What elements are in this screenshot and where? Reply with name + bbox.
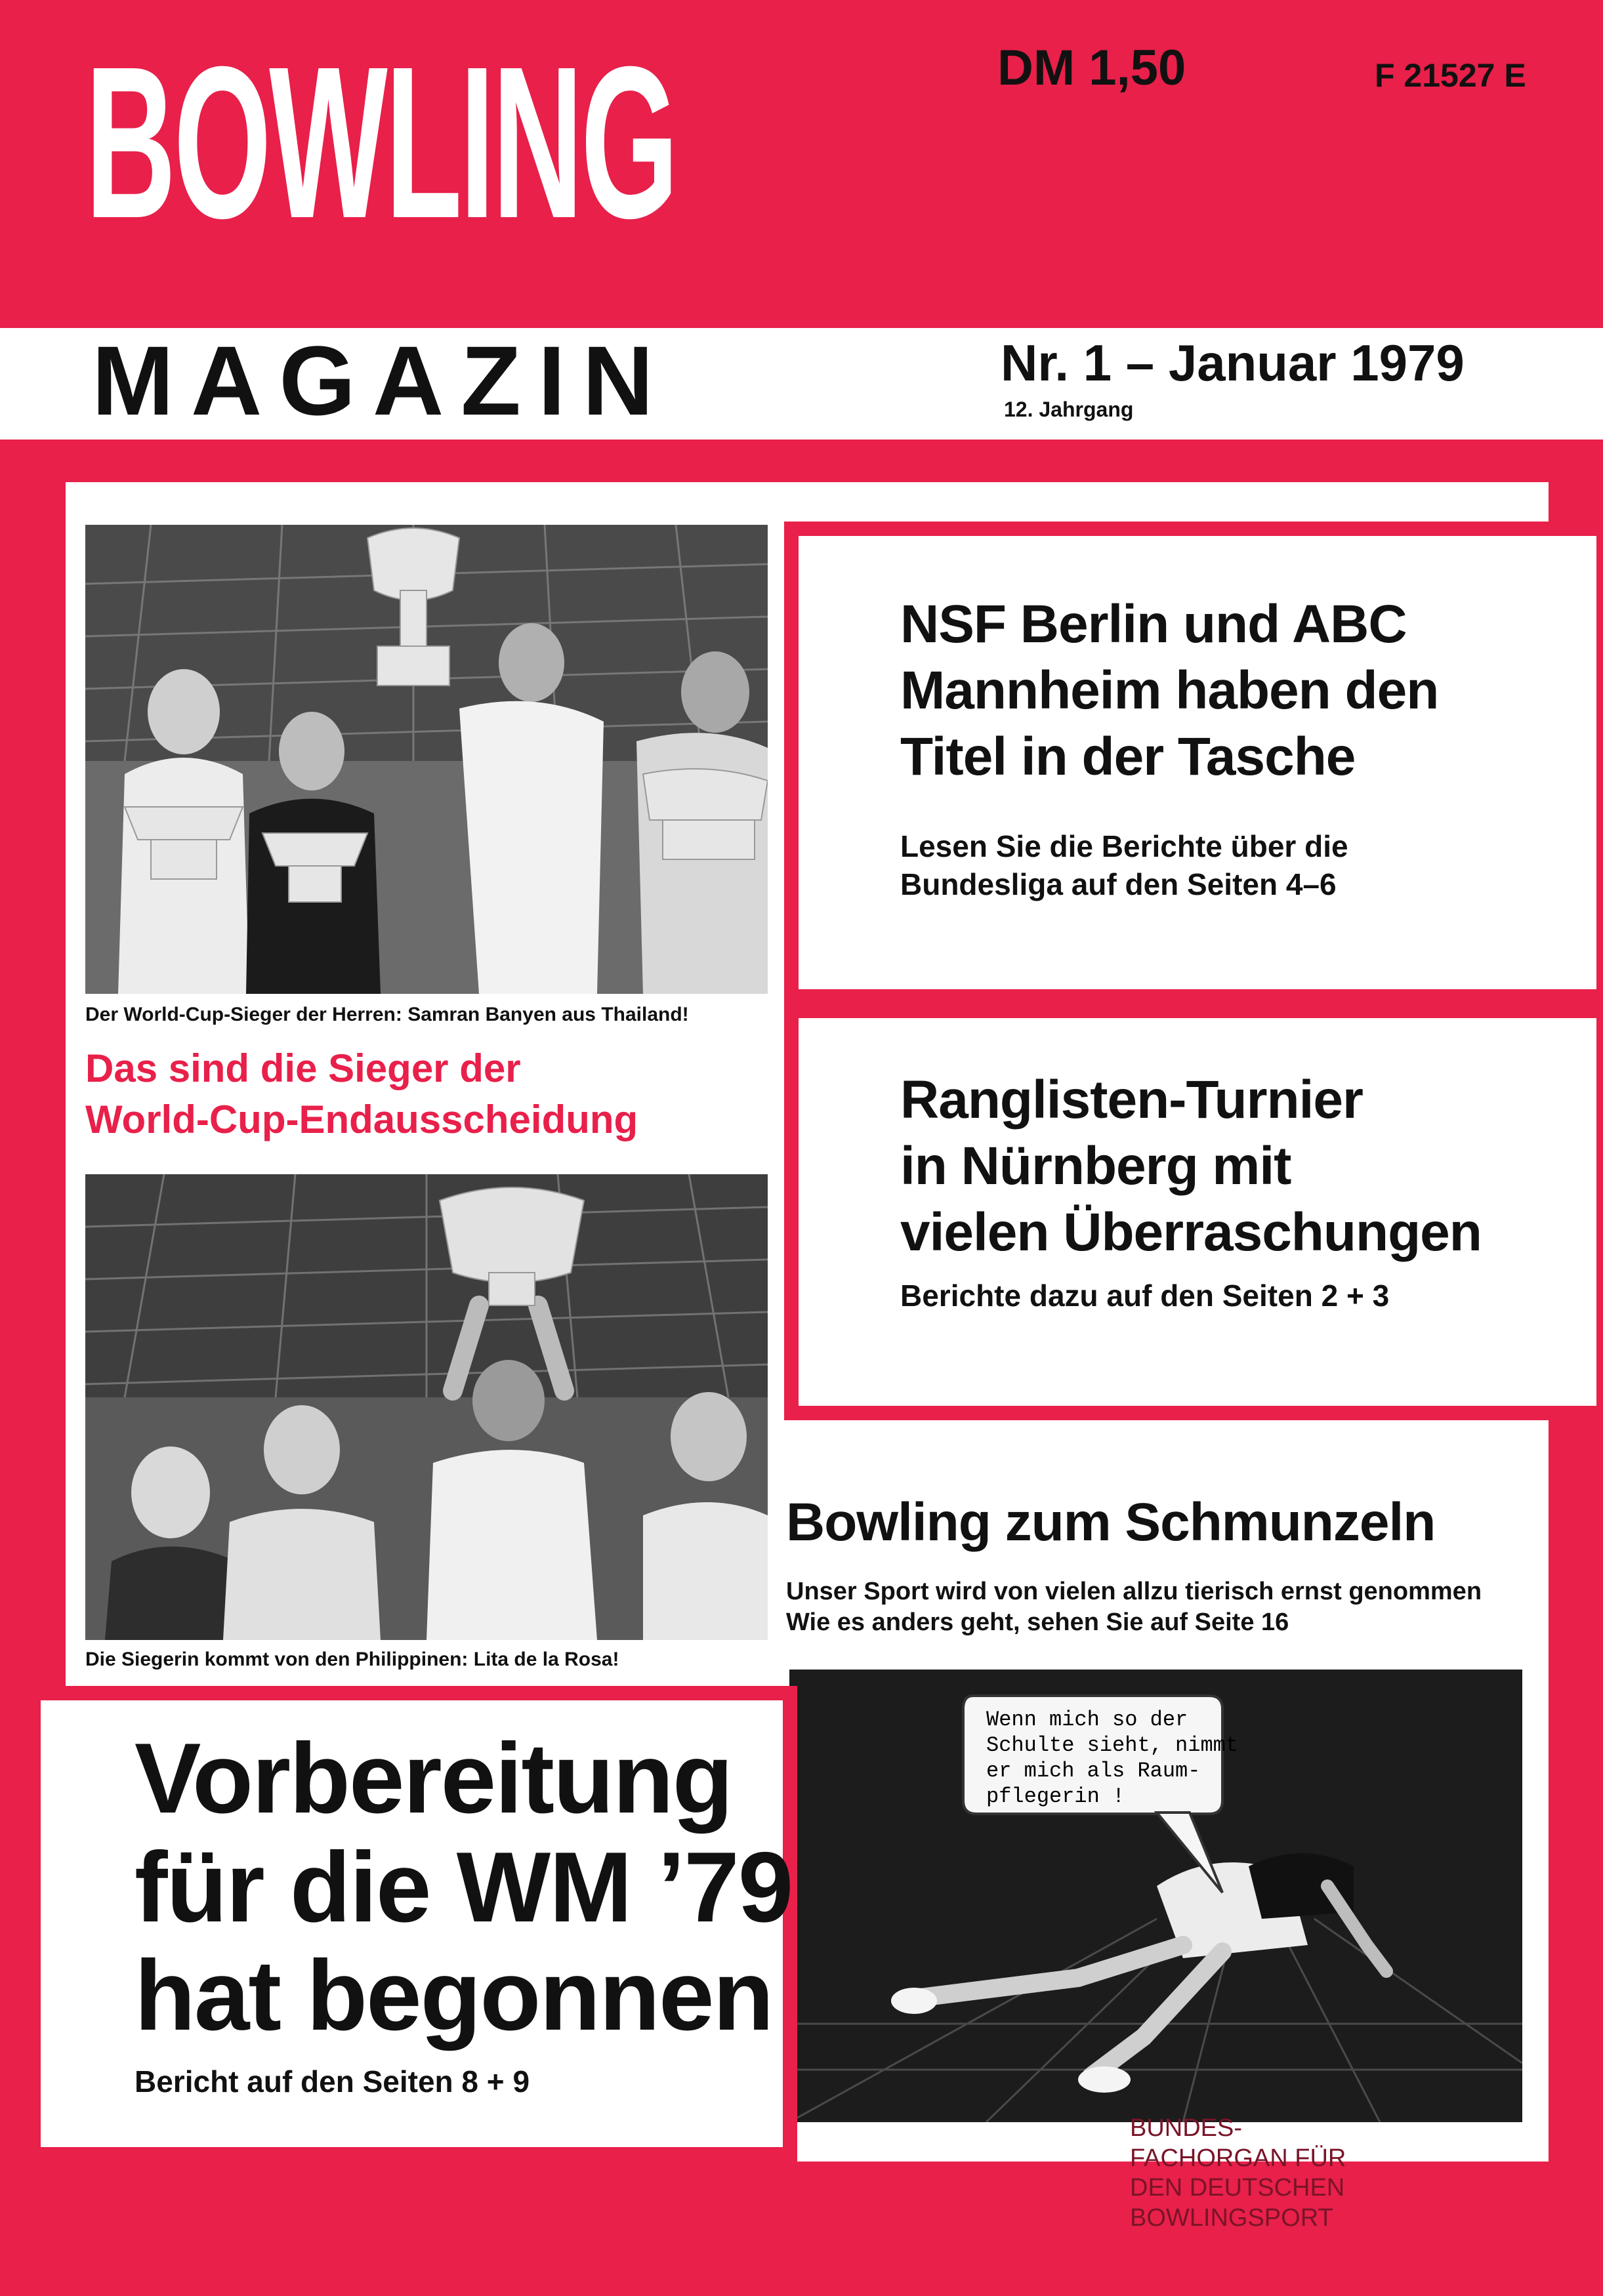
wm-headline-line-3: hat begonnen bbox=[135, 1940, 773, 2052]
story-box-ranglisten bbox=[784, 1004, 1603, 1420]
story-box-wm bbox=[26, 1686, 797, 2162]
bundesliga-subline bbox=[900, 828, 1589, 903]
content-panel bbox=[66, 482, 1549, 2162]
bundesliga-headline-line-1: NSF Berlin und ABC bbox=[900, 594, 1407, 654]
wm-headline-line-2: für die WM ’79 bbox=[135, 1831, 793, 1943]
bubble-line-2: Schulte sieht, nimmt bbox=[986, 1733, 1239, 1757]
publisher-line-4: BOWLINGSPORT bbox=[1130, 2204, 1333, 2232]
ranglisten-headline bbox=[900, 1067, 1603, 1266]
bundesliga-headline bbox=[900, 592, 1603, 790]
story-box-bundesliga bbox=[784, 522, 1603, 1004]
wm-headline-line-1: Vorbereitung bbox=[135, 1723, 732, 1834]
humor-headline: Bowling zum Schmunzeln bbox=[786, 1492, 1436, 1552]
world-cup-headline bbox=[85, 1043, 768, 1145]
ranglisten-subline: Berichte dazu auf den Seiten 2 + 3 bbox=[900, 1279, 1390, 1313]
ranglisten-headline-line-1: Ranglisten-Turnier bbox=[900, 1070, 1363, 1130]
publisher-label bbox=[1130, 2114, 1346, 2233]
bundesliga-headline-line-3: Titel in der Tasche bbox=[900, 726, 1356, 787]
photo-humor-cartoon bbox=[789, 1670, 1522, 2122]
cover-price: DM 1,50 bbox=[997, 40, 1186, 96]
wm-headline bbox=[135, 1725, 810, 2051]
publisher-line-2: FACHORGAN FÜR bbox=[1130, 2144, 1346, 2172]
photo-men-winners bbox=[85, 525, 768, 994]
volume-label: 12. Jahrgang bbox=[1004, 398, 1134, 421]
bubble-line-1: Wenn mich so der bbox=[986, 1708, 1188, 1732]
ranglisten-headline-line-2: in Nürnberg mit bbox=[900, 1136, 1291, 1196]
bubble-line-4: pflegerin ! bbox=[986, 1784, 1125, 1809]
humor-subline-line-1: Unser Sport wird von vielen allzu tierisch ernst genommen bbox=[786, 1578, 1482, 1605]
caption-men-winner: Der World-Cup-Sieger der Herren: Samran Banyen aus Thailand! bbox=[85, 1004, 689, 1025]
bundesliga-headline-line-2: Mannheim haben den bbox=[900, 660, 1439, 720]
postal-code: F 21527 E bbox=[1375, 57, 1526, 94]
wm-subline: Bericht auf den Seiten 8 + 9 bbox=[135, 2064, 530, 2099]
bubble-line-3: er mich als Raum- bbox=[986, 1759, 1201, 1783]
bundesliga-subline-line-2: Bundesliga auf den Seiten 4–6 bbox=[900, 867, 1337, 901]
publisher-line-1: BUNDES- bbox=[1130, 2114, 1243, 2142]
bundesliga-subline-line-1: Lesen Sie die Berichte über die bbox=[900, 829, 1348, 863]
masthead-title-magazin: MAGAZIN bbox=[92, 325, 671, 436]
issue-number: Nr. 1 – Januar 1979 bbox=[1001, 334, 1465, 392]
ranglisten-headline-line-3: vielen Überraschungen bbox=[900, 1202, 1482, 1262]
photo-women-winner bbox=[85, 1174, 768, 1640]
humor-subline bbox=[786, 1576, 1482, 1638]
masthead-title-bowling: BOWLING bbox=[85, 21, 677, 263]
publisher-line-3: DEN DEUTSCHEN bbox=[1130, 2174, 1345, 2202]
world-cup-headline-line-2: World-Cup-Endausscheidung bbox=[85, 1097, 638, 1141]
caption-women-winner: Die Siegerin kommt von den Philippinen: Lita de la Rosa! bbox=[85, 1649, 619, 1670]
humor-subline-line-2: Wie es anders geht, sehen Sie auf Seite 16 bbox=[786, 1609, 1289, 1637]
world-cup-headline-line-1: Das sind die Sieger der bbox=[85, 1046, 521, 1090]
